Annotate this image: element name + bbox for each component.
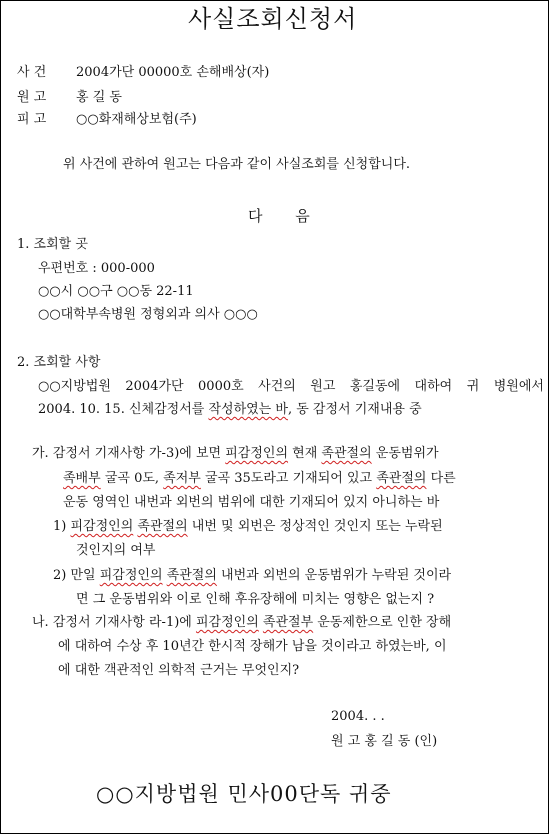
section2-line-2-wavy: 작성하였는 바 [208,402,288,417]
document-title: 사실조회신청서 [188,5,358,33]
address-line: ○○시 ○○구 ○○동 22-11 [38,284,194,299]
case-label: 사 건 [17,65,47,80]
section2-line-1: ○○지방법원 2004가단 0000호 사건의 원고 홍길동에 대하여 귀 병원에서 [38,379,544,394]
recipient-line: ○○대학부속병원 정형외과 의사 ○○○ [38,307,258,322]
subitem-2-line-1: 2) 만일 피감정인의 족관절의 내번과 외번의 운동범위가 누락된 것이라 [53,568,452,583]
postal-code: 우편번호 : 000-000 [38,261,155,276]
item-ga-line-2: 족배부 굴곡 0도, 족저부 굴곡 35도라고 기재되어 있고 족관절의 다른 [63,471,456,486]
section2-line-2 [38,402,422,418]
intro-paragraph: 위 사건에 관하여 원고는 다음과 같이 사실조회를 신청합니다. [63,157,411,172]
item-na-line-1: 나. 감정서 기재사항 라-1)에 피감정인의 족관절부 운동제한으로 인한 장해 [32,615,452,630]
plaintiff-label: 원 고 [17,90,47,105]
section2-heading: 2. 조회할 사항 [17,355,101,370]
plaintiff-value: 홍 길 동 [76,90,122,105]
court-addressee: ○○지방법원 민사00단독 귀중 [96,782,392,806]
date-line: 2004. . . [331,709,385,724]
item-ga-line-3: 운동 영역인 내번과 외번의 범위에 대한 기재되어 있지 아니하는 바 [63,495,440,510]
subitem-1-line-1: 1) 피감정인의 족관절의 내번 및 외번은 정상적인 것인지 또는 누락된 [53,519,443,534]
item-ga-line-1: 가. 감정서 기재사항 가-3)에 보면 피감정인의 현재 족관절의 운동범위가 [32,446,439,461]
section-heading-below: 다 음 [248,207,324,225]
subitem-1-line-2: 것인지의 여부 [76,543,156,558]
item-na-line-2: 에 대하여 수상 후 10년간 한시적 장해가 남을 것이라고 하였는바, 이 [58,639,447,654]
section2-line-2-a: 2004. 10. 15. 신체감정서를 [38,402,209,417]
section1-heading: 1. 조회할 곳 [17,237,88,252]
defendant-label: 피 고 [17,112,47,127]
item-na-line-3: 에 대한 객관적인 의학적 근거는 무엇인지? [58,663,300,678]
subitem-2-line-2: 면 그 운동범위와 이로 인해 후유장해에 미치는 영향은 없는지 ? [76,592,435,607]
defendant-value: ○○화재해상보험(주) [76,112,197,127]
case-value: 2004가단 00000호 손해배상(자) [76,65,270,80]
signature-line: 원 고 홍 길 동 (인) [331,734,438,749]
section2-line-2-b: , 동 감정서 기재내용 중 [287,402,422,417]
